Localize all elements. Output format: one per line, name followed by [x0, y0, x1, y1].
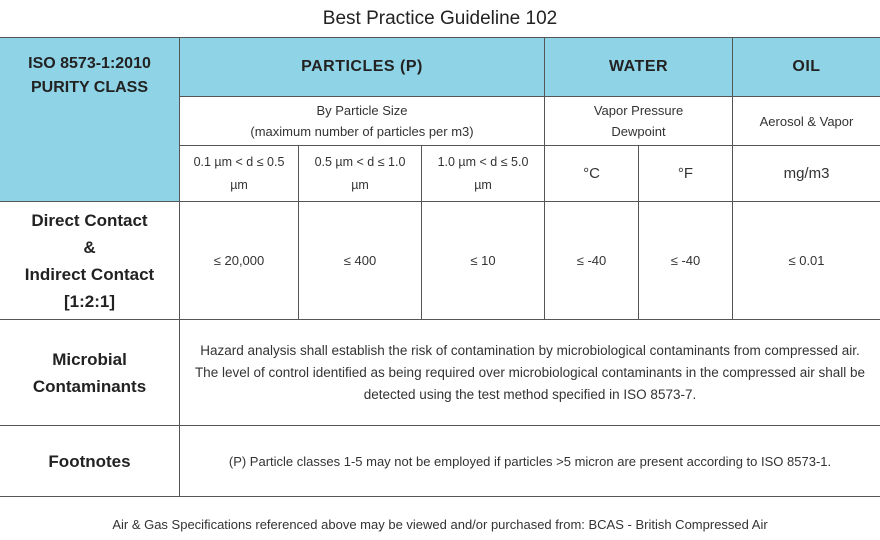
- direct-contact-line3: Indirect Contact: [24, 264, 155, 284]
- direct-contact-row: [0, 202, 880, 320]
- particles-header: PARTICLES (P): [180, 38, 545, 97]
- value-particles-size2: ≤ 400: [299, 202, 422, 320]
- size-range-3-line1: 1.0 µm < d ≤ 5.0: [437, 154, 529, 169]
- value-dewpoint-fahrenheit: ≤ -40: [639, 202, 733, 320]
- footnotes-label: Footnotes: [0, 426, 180, 497]
- value-oil: ≤ 0.01: [733, 202, 880, 320]
- size-range-3-line2: µm: [474, 177, 492, 192]
- particles-sub-line1: By Particle Size: [316, 103, 408, 118]
- microbial-label: [0, 320, 180, 426]
- microbial-line1: Microbial: [52, 349, 127, 369]
- direct-contact-line1: Direct Contact: [31, 210, 148, 230]
- value-particles-size1: ≤ 20,000: [180, 202, 299, 320]
- particles-subheader: [180, 97, 545, 146]
- direct-contact-line4: [1:2:1]: [63, 291, 115, 311]
- water-sub-line1: Vapor Pressure: [593, 103, 684, 118]
- size-range-3: [422, 146, 545, 202]
- microbial-text: Hazard analysis shall establish the risk of contamination by microbiological contaminants from compressed air. The level of control identified as being required over microbiological contaminants in the compressed air shall be detected using the test method specified in ISO 8573-7.: [180, 320, 880, 426]
- water-subheader: [545, 97, 733, 146]
- size-range-2-line1: 0.5 µm < d ≤ 1.0: [314, 154, 406, 169]
- footer-row: [0, 497, 880, 540]
- footnotes-text: (P) Particle classes 1-5 may not be employed if particles >5 micron are present according to ISO 8573-1.: [180, 426, 880, 497]
- size-range-2: [299, 146, 422, 202]
- value-dewpoint-celsius: ≤ -40: [545, 202, 639, 320]
- water-header: WATER: [545, 38, 733, 97]
- direct-contact-label: [0, 202, 180, 320]
- footnotes-row: [0, 426, 880, 497]
- title-row: [0, 0, 880, 38]
- fahrenheit-unit: °F: [639, 146, 733, 202]
- oil-subheader: Aerosol & Vapor: [733, 97, 880, 146]
- size-range-1: [180, 146, 299, 202]
- header-row: [0, 38, 880, 97]
- particles-sub-line2: (maximum number of particles per m3): [250, 124, 474, 139]
- size-range-2-line2: µm: [351, 177, 369, 192]
- microbial-line2: Contaminants: [32, 376, 147, 396]
- purity-class-line1: ISO 8573-1:2010: [28, 55, 151, 72]
- direct-contact-line2: &: [83, 237, 96, 257]
- celsius-unit: °C: [545, 146, 639, 202]
- footer-text: Air & Gas Specifications referenced above may be viewed and/or purchased from: BCAS - British Compressed Air: [0, 497, 880, 540]
- size-range-1-line2: µm: [230, 177, 248, 192]
- oil-unit: mg/m3: [733, 146, 880, 202]
- microbial-row: [0, 320, 880, 426]
- water-sub-line2: Dewpoint: [611, 124, 666, 139]
- purity-class-header: [0, 38, 180, 202]
- table-title: Best Practice Guideline 102: [0, 0, 880, 38]
- purity-class-line2: PURITY CLASS: [30, 79, 149, 96]
- oil-header: OIL: [733, 38, 880, 97]
- size-range-1-line1: 0.1 µm < d ≤ 0.5: [193, 154, 285, 169]
- value-particles-size3: ≤ 10: [422, 202, 545, 320]
